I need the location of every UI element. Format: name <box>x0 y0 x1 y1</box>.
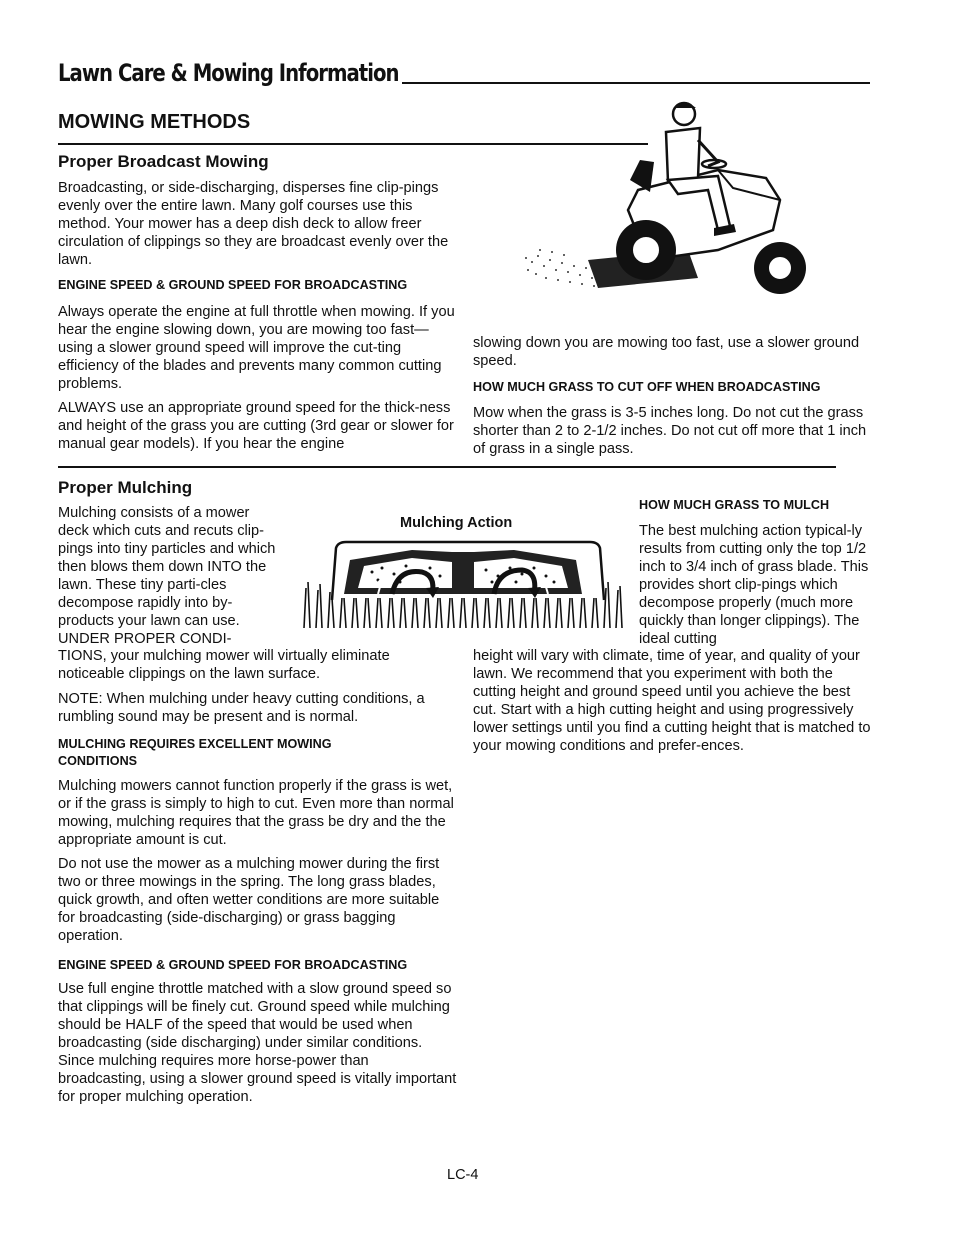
broadcast-speed-p2-cont: slowing down you are mowing too fast, use a slower ground speed. <box>473 335 860 369</box>
mulching-speed-p: Use full engine throttle matched with a slow ground speed so that clippings will be finely cut. Ground speed while mulching should be HALF of the speed that would be used when broadcasting (side discharging) under similar conditions. Since mulching requires more horse-power than broadcasting, using a slower ground speed is vitally important for proper mulching operation. <box>58 981 457 1105</box>
mulching-heading: Proper Mulching <box>58 478 193 497</box>
mulching-figure-caption: Mulching Action <box>400 515 513 531</box>
mulching-speed-heading: ENGINE SPEED & GROUND SPEED FOR BROADCASTING <box>58 958 408 972</box>
section-divider <box>58 466 836 468</box>
mulching-how-p-cont: height will vary with climate, time of year, and quality of your lawn. We recommend that you experiment with both the cutting height and ground speed until you achieve the best cut. Start with a high cutting height and using progressively lower settings until you find a cutting height that is matched to your mowing conditions and prefer-ences. <box>473 648 871 754</box>
broadcast-grass-heading: HOW MUCH GRASS TO CUT OFF WHEN BROADCASTING <box>473 380 821 394</box>
title-rule <box>402 82 870 84</box>
broadcast-grass-p: Mow when the grass is 3-5 inches long. Do not cut the grass shorter than 2 to 2-1/2 inches. Do not cut off more that 1 inch of grass in a single pass. <box>473 405 867 457</box>
broadcast-speed-p2: ALWAYS use an appropriate ground speed for the thick-ness and height of the grass you are cutting (3rd gear or slower for manual gear models). If you hear the engine <box>58 400 454 452</box>
page-number: LC-4 <box>447 1167 479 1183</box>
mulching-req-p1: Mulching mowers cannot function properly if the grass is wet, or if the grass is simply to high to cut. Even more than normal mowing, mulching requires that the grass be dry and the the appropriate amount is cut. <box>58 778 454 848</box>
mulching-how-p: The best mulching action typical-ly results from cutting only the top 1/2 inch to 3/4 inch of grass blade. This provides short clip-pings which decompose properly (much more quickly than longer clippings). The ideal cutting <box>639 523 869 647</box>
mulching-intro-cont: TIONS, your mulching mower will virtually eliminate noticeable clippings on the lawn surface. <box>58 648 390 682</box>
mulching-req-heading: MULCHING REQUIRES EXCELLENT MOWING CONDITIONS <box>58 737 332 768</box>
page-title: Lawn Care & Mowing Information <box>58 59 399 87</box>
mulching-req-p2: Do not use the mower as a mulching mower during the first two or three mowings in the spring. The long grass blades, quick growth, and often wetter conditions are more suitable for broadcasting (side-discharging) or grass bagging operation. <box>58 856 440 944</box>
mulching-note: NOTE: When mulching under heavy cutting conditions, a rumbling sound may be present and is normal. <box>58 691 425 725</box>
section-title: MOWING METHODS <box>58 111 251 133</box>
broadcast-speed-p1: Always operate the engine at full throttle when mowing. If you hear the engine slowing down, you are mowing too fast—using a slower ground speed will improve the cut-ting efficiency of the blades and prevents many common cutting problems. <box>58 304 455 392</box>
broadcast-heading: Proper Broadcast Mowing <box>58 152 269 171</box>
mulching-intro: Mulching consists of a mower deck which cuts and recuts clip-pings into tiny particles and which then blows them down INTO the lawn. These tiny parti-cles decompose rapidly into by-products your lawn can use. UNDER PROPER CONDI- <box>58 505 276 647</box>
broadcast-speed-heading: ENGINE SPEED & GROUND SPEED FOR BROADCASTING <box>58 278 408 292</box>
broadcast-intro: Broadcasting, or side-discharging, disperses fine clip-pings evenly over the entire lawn. Many golf courses use this method. Your mower has a deep dish deck to allow freer circulation of clippings so they are broadcast evenly over the lawn. <box>58 180 449 268</box>
mulching-how-heading: HOW MUCH GRASS TO MULCH <box>639 498 830 512</box>
riding-mower-illustration <box>518 100 813 300</box>
mulching-action-diagram <box>302 538 624 630</box>
